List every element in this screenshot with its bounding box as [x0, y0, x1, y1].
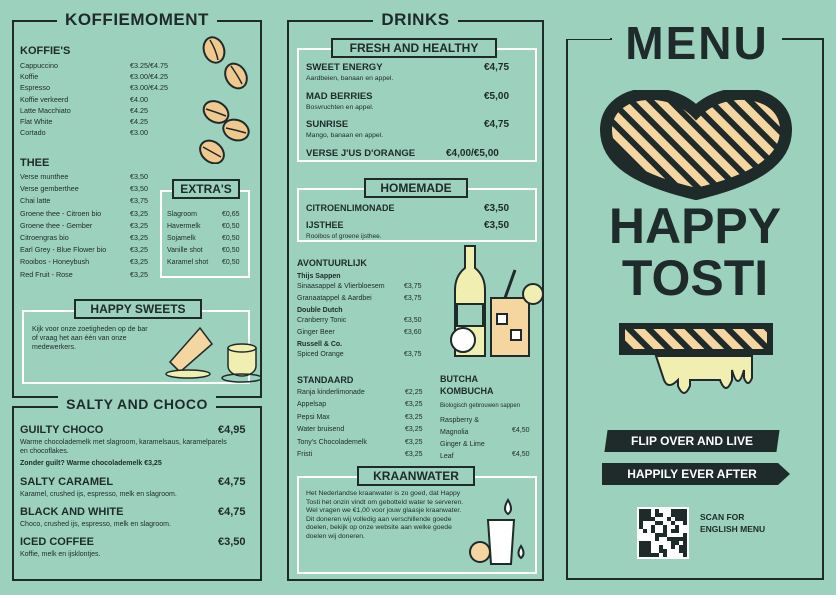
salty-item-name: BLACK AND WHITE: [20, 506, 124, 518]
item-price: €3.00/€4.25: [130, 83, 168, 93]
homemade-item-name: CITROENLIMONADE: [306, 203, 395, 213]
kombucha-price: €4,50: [512, 427, 530, 434]
sweets-title: HAPPY SWEETS: [74, 299, 202, 319]
homemade-item-name: IJSTHEE: [306, 220, 344, 230]
kombucha-item: Raspberry & Magnolia: [440, 417, 479, 436]
scan-for-english-menu: SCAN FOR ENGLISH MENU: [700, 512, 766, 534]
qr-module: [671, 545, 675, 549]
item-name: Groene thee - Citroen bio: [20, 208, 102, 218]
item-name: Slagroom: [167, 211, 197, 218]
salty-item-price: €4,75: [218, 506, 246, 518]
qr-module: [655, 537, 659, 541]
item-name: Verse munthee: [20, 172, 69, 181]
item-price: €3,50: [130, 184, 148, 194]
item-price: €3,25: [130, 269, 148, 279]
qr-module: [683, 553, 687, 557]
item-price: €3,25: [130, 233, 148, 242]
fresh-item-desc: Mango, banaan en appel.: [306, 132, 384, 139]
fresh-item-desc: Bosvruchten en appel.: [306, 103, 374, 111]
qr-module: [659, 513, 663, 517]
item-price: €3,25: [405, 426, 423, 434]
qr-module: [683, 521, 687, 525]
salty-item-price: €3,50: [218, 536, 246, 548]
tosti-heart-logo: [596, 90, 796, 200]
homemade-item-price: €3,50: [484, 203, 510, 214]
item-price: €0,50: [222, 247, 240, 254]
item-name: Earl Grey - Blue Flower bio: [20, 245, 107, 255]
koffies-heading: KOFFIE'S: [20, 45, 71, 57]
item-price: €3,25: [405, 413, 423, 421]
menu-title: MENU: [612, 16, 782, 70]
fresh-item-price: €4,00/€5,00: [446, 147, 499, 159]
kombucha-heading-2: KOMBUCHA: [440, 386, 494, 396]
salty-item-desc: Warme chocolademelk met slagroom, karamelsaus, karamelparels en chocoflakes.: [20, 439, 227, 455]
item-price: €0,50: [222, 223, 240, 230]
item-name: Fristi: [297, 451, 313, 458]
brand-name: Russell & Co.: [297, 341, 343, 348]
homemade-item-desc: Rooibos of groene ijsthee.: [306, 233, 382, 240]
tosti-bottom-logo: [616, 320, 776, 400]
kombucha-sub: Biologisch gebrouwen sappen: [440, 403, 521, 409]
avontuurlijk-item: Ginger Beer: [297, 329, 335, 336]
item-price: €3,75: [130, 196, 148, 206]
thee-heading: THEE: [20, 157, 50, 169]
salty-item-name: GUILTY CHOCO: [20, 424, 104, 436]
item-price: €3,25: [130, 245, 148, 255]
avontuurlijk-price: €3,50: [404, 317, 422, 324]
item-name: Appelsap: [297, 401, 327, 409]
extras-title: EXTRA'S: [172, 179, 240, 199]
item-name: Havermelk: [167, 223, 201, 230]
kombucha-price: €4,50: [512, 451, 530, 458]
avontuurlijk-price: €3,75: [404, 351, 422, 358]
qr-module: [643, 529, 647, 533]
item-price: €0,65: [222, 211, 240, 218]
salty-item-name: SALTY CARAMEL: [20, 476, 114, 488]
item-price: €3,25: [405, 451, 423, 458]
item-name: Chai latte: [20, 196, 51, 206]
brand-name: Thijs Sappen: [297, 273, 341, 280]
cake-and-cup-illustration: [160, 322, 260, 384]
water-glass-illustration: [466, 496, 536, 570]
salty-item-note: Zonder guilt? Warme chocolademelk €3,25: [20, 460, 162, 467]
sweets-text: Kijk voor onze zoetigheden op de bar of vraag het aan één van onze medewerkers.: [32, 326, 148, 351]
item-name: Verse gemberthee: [20, 184, 79, 194]
fresh-item-price: €4,75: [484, 62, 510, 73]
fresh-item-name: SUNRISE: [306, 119, 349, 130]
kraanwater-title: KRAANWATER: [357, 466, 475, 486]
salty-item-price: €4,75: [218, 476, 246, 488]
avontuurlijk-price: €3,60: [404, 329, 422, 336]
avontuurlijk-item: Cranberry Tonic: [297, 317, 347, 324]
item-price: €3,25: [405, 438, 423, 446]
homemade-item-price: €3,50: [484, 220, 510, 231]
fresh-item-price: €4,75: [484, 119, 510, 130]
fresh-item-price: €5,00: [484, 90, 510, 102]
kombucha-heading-1: BUTCHA: [440, 374, 478, 384]
fresh-item-name: MAD BERRIES: [306, 90, 373, 102]
brand-name-tosti: TOSTI: [621, 250, 769, 306]
item-name: Koffie: [20, 72, 39, 82]
item-name: Water bruisend: [297, 426, 345, 434]
item-price: €0,50: [222, 259, 240, 266]
item-name: Sojamelk: [167, 235, 196, 242]
item-name: Latte Macchiato: [20, 105, 71, 115]
item-price: €2,25: [405, 389, 423, 396]
item-price: €3,50: [130, 172, 148, 181]
avontuurlijk-heading: AVONTUURLIJK: [297, 258, 367, 268]
kombucha-item: Ginger & Lime Leaf: [440, 441, 485, 460]
standaard-heading: STANDAARD: [297, 375, 354, 385]
item-price: €3,25: [130, 220, 148, 230]
salty-title: SALTY AND CHOCO: [58, 396, 216, 412]
item-name: Rooibos - Honeybush: [20, 257, 90, 267]
koffiemoment-title: KOFFIEMOMENT: [57, 10, 217, 29]
qr-module: [655, 553, 659, 557]
homemade-title: HOMEMADE: [364, 178, 468, 198]
item-name: Ranja kinderlimonade: [297, 389, 365, 396]
item-name: Cappuccino: [20, 61, 58, 70]
menu-title-line-left: [566, 37, 610, 39]
item-price: €3.25/€4.75: [130, 61, 168, 70]
qr-module: [675, 529, 679, 533]
brand-name: Double Dutch: [297, 307, 343, 314]
fresh-item-name: SWEET ENERGY: [306, 62, 383, 73]
item-price: €0,50: [222, 235, 240, 242]
item-name: Groene thee - Gember: [20, 220, 93, 230]
salty-item-price: €4,95: [218, 424, 246, 436]
avontuurlijk-item: Sinaasappel & Vlierbloesem: [297, 283, 385, 290]
coffee-beans-illustration: [196, 34, 256, 164]
fresh-title: FRESH AND HEALTHY: [331, 38, 497, 58]
fresh-item-name: VERSE J'US D'ORANGE: [306, 147, 416, 159]
qr-module: [663, 553, 667, 557]
salty-item-desc: Karamel, crushed ijs, espresso, melk en slagroom.: [20, 491, 177, 498]
fresh-item-desc: Aardbeien, banaan en appel.: [306, 75, 394, 82]
item-name: Citroengras bio: [20, 233, 69, 242]
item-name: Pepsi Max: [297, 413, 330, 421]
avontuurlijk-item: Granaatappel & Aardbei: [297, 295, 372, 302]
salty-item-name: ICED COFFEE: [20, 536, 94, 548]
avontuurlijk-price: €3,75: [404, 283, 422, 290]
item-name: Vanille shot: [167, 247, 203, 254]
drinks-title: DRINKS: [373, 10, 457, 29]
item-price: €3,25: [405, 401, 423, 409]
bottle-and-glass-illustration: [445, 242, 545, 372]
qr-code[interactable]: [637, 507, 689, 559]
item-price: €3,25: [130, 208, 148, 218]
item-price: €4.25: [130, 105, 148, 115]
item-price: €3.00/€4.25: [130, 72, 168, 82]
avontuurlijk-price: €3,75: [404, 295, 422, 302]
avontuurlijk-item: Spiced Orange: [297, 351, 344, 358]
item-name: Flat White: [20, 117, 53, 126]
item-name: Koffie verkeerd: [20, 94, 69, 104]
item-name: Karamel shot: [167, 259, 209, 266]
item-price: €4.00: [130, 94, 148, 104]
banner-flip-over-text: FLIP OVER AND LIVE: [630, 434, 753, 448]
brand-name-happy: HAPPY: [608, 198, 782, 254]
banner-happily-text: HAPPILY EVER AFTER: [627, 467, 757, 481]
item-name: Cortado: [20, 128, 46, 138]
salty-item-desc: Koffie, melk en ijsklontjes.: [20, 551, 101, 558]
item-name: Tony's Chocolademelk: [297, 438, 367, 446]
item-name: Espresso: [20, 83, 50, 93]
item-price: €4.25: [130, 117, 148, 126]
item-price: €3.00: [130, 128, 148, 138]
salty-item-desc: Choco, crushed ijs, espresso, melk en slagroom.: [20, 521, 171, 528]
kraanwater-text: Het Nederlandse kraanwater is zo goed, dat Happy Tosti het onzin vindt om gebotteld water te serveren. Wel vragen we €1,00 voor jouw glaasje kraanwater. Dit doneren wij volledig aan verschillende goede doelen, bekijk op onze website aan welke goede doelen wij doneren.: [306, 490, 464, 540]
item-price: €3,25: [130, 257, 148, 267]
item-name: Red Fruit - Rose: [20, 269, 73, 279]
